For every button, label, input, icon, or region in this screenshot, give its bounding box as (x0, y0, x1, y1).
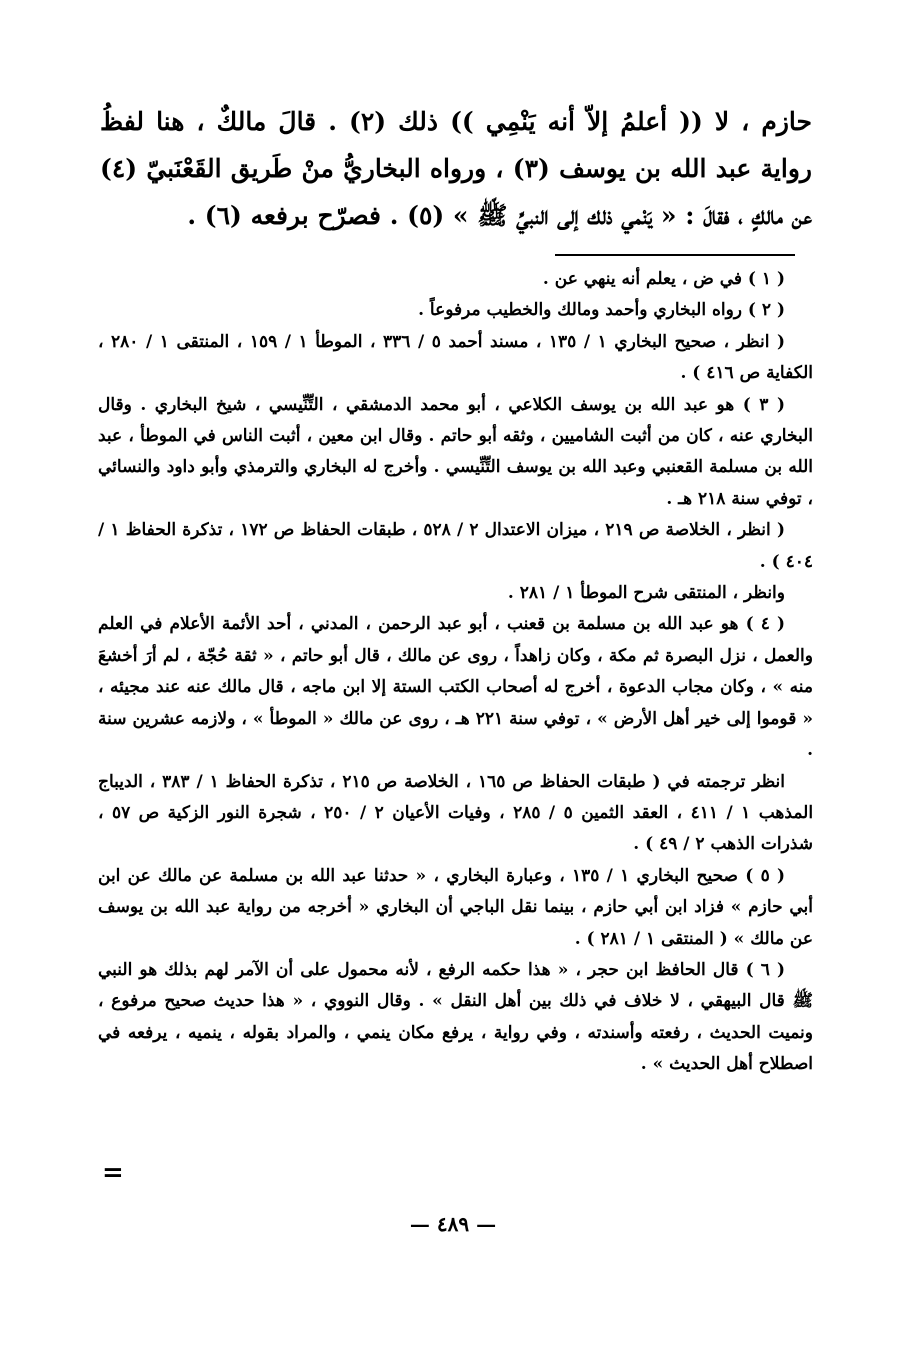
footnote-1: ( ١ ) في ض ، يعلم أنه ينهي عن . (542, 269, 785, 289)
footnote-3-see-also: وانظر ، المنتقى شرح الموطأ ١ / ٢٨١ . (507, 583, 785, 604)
footnote-2: ( ٢ ) رواه البخاري وأحمد ومالك والخطيب مرفوعاً . (418, 300, 785, 321)
footnote-separator-line (555, 254, 795, 256)
footnote-3-sources: ( انظر ، الخلاصة ص ٢١٩ ، ميزان الاعتدال ٢ / ٥٢٨ ، طبقات الحفاظ ص ١٧٢ ، تذكرة الحفاظ ١ / ٤٠٤ ) . (98, 520, 813, 572)
continuation-marker: = (102, 1158, 124, 1188)
footnote-6: ( ٦ ) قال الحافظ ابن حجر ، « هذا حكمه الرفع ، لأنه محمول على أن الآمر لهم بذلك هو النبي ﷺ قال البيهقي ، لا خلاف في ذلك بين أهل النقل » . وقال النووي ، « هذا حديث صحيح مرفوع ، ونميت الحديث ، رفعته وأسندته ، وفي رواية ، يرفع مكان ينمي ، والمراد بقوله ، ينميه ، يرفعه في اصطلاح أهل الحديث » . (98, 959, 813, 1075)
footnote-4-sources: انظر ترجمته في ( طبقات الحفاظ ص ١٦٥ ، الخلاصة ص ٢١٥ ، تذكرة الحفاظ ١ / ٣٨٣ ، الديباج المذهب ١ / ٤١١ ، العقد الثمين ٥ / ٢٨٥ ، وفيات الأعيان ٢ / ٢٥٠ ، شجرة النور الزكية ص ٥٧ ، شذرات الذهب ٢ / ٤٩ ) . (98, 771, 814, 855)
footnote-3: ( ٣ ) هو عبد الله بن يوسف الكلاعي ، أبو محمد الدمشقي ، التِّنِّيسي ، شيخ البخاري . وقال البخاري عنه ، كان من أثبت الشاميين ، وثقه أبو حاتم . وقال ابن معين ، أثبت الناس في الموطأ ، عبد الله بن مسلمة القعنبي وعبد الله بن يوسف التِّنِّيسي . وأخرج له البخاري والترمذي وأبو داود والنسائي ، توفي سنة ٢١٨ هـ . (98, 394, 813, 509)
footnote-2-sources: ( انظر ، صحيح البخاري ١ / ١٣٥ ، مسند أحمد ٥ / ٣٣٦ ، الموطأ ١ / ١٥٩ ، المنتقى ١ / ٢٨٠ ، الكفاية ص ٤١٦ ) . (98, 331, 813, 384)
main-paragraph: حازم ، لا (( أعلمُ إلاّ أنه يَنْمِي )) ذلك (٢) . قالَ مالكٌ ، هنا لفظُ رواية عبد الله بن يوسف (٣) ، ورواه البخاريُّ منْ طَريق القَعْنَبيّ (٤) عن مالكٍ ، فقالَ : « يَنْمي ذلك إلى النبيِّ ﷺ » (٥) . فصرّح برفعه (٦) . (100, 107, 813, 230)
footnotes-block (98, 264, 813, 1081)
main-text-block (100, 98, 812, 239)
footnote-5: ( ٥ ) صحيح البخاري ١ / ١٣٥ ، وعبارة البخاري ، « حدثنا عبد الله بن مسلمة عن مالك عن ابن أبي حازم » فزاد ابن أبي حازم ، بينما نقل الباجي أن البخاري « أخرجه من رواية عبد الله بن يوسف عن مالك » ( المنتقى ١ / ٢٨١ ) . (98, 865, 813, 949)
footnote-4: ( ٤ ) هو عبد الله بن مسلمة بن قعنب ، أبو عبد الرحمن ، المدني ، أحد الأئمة الأعلام في العلم والعمل ، نزل البصرة ثم مكة ، وكان زاهداً ، روى عن مالك ، قال أبو حاتم ، « ثقة حُجّة ، لم أرَ أخشعَ منه » ، وكان مجاب الدعوة ، أخرج له أصحاب الكتب الستة إلا ابن ماجه ، قال مالك عنه عند مجيئه ، « قوموا إلى خير أهل الأرض » ، توفي سنة ٢٢١ هـ ، روى عن مالك « الموطأ » ، ولازمه عشرين سنة . (98, 614, 813, 761)
page-number: — ٤٨٩ — (409, 1212, 497, 1236)
